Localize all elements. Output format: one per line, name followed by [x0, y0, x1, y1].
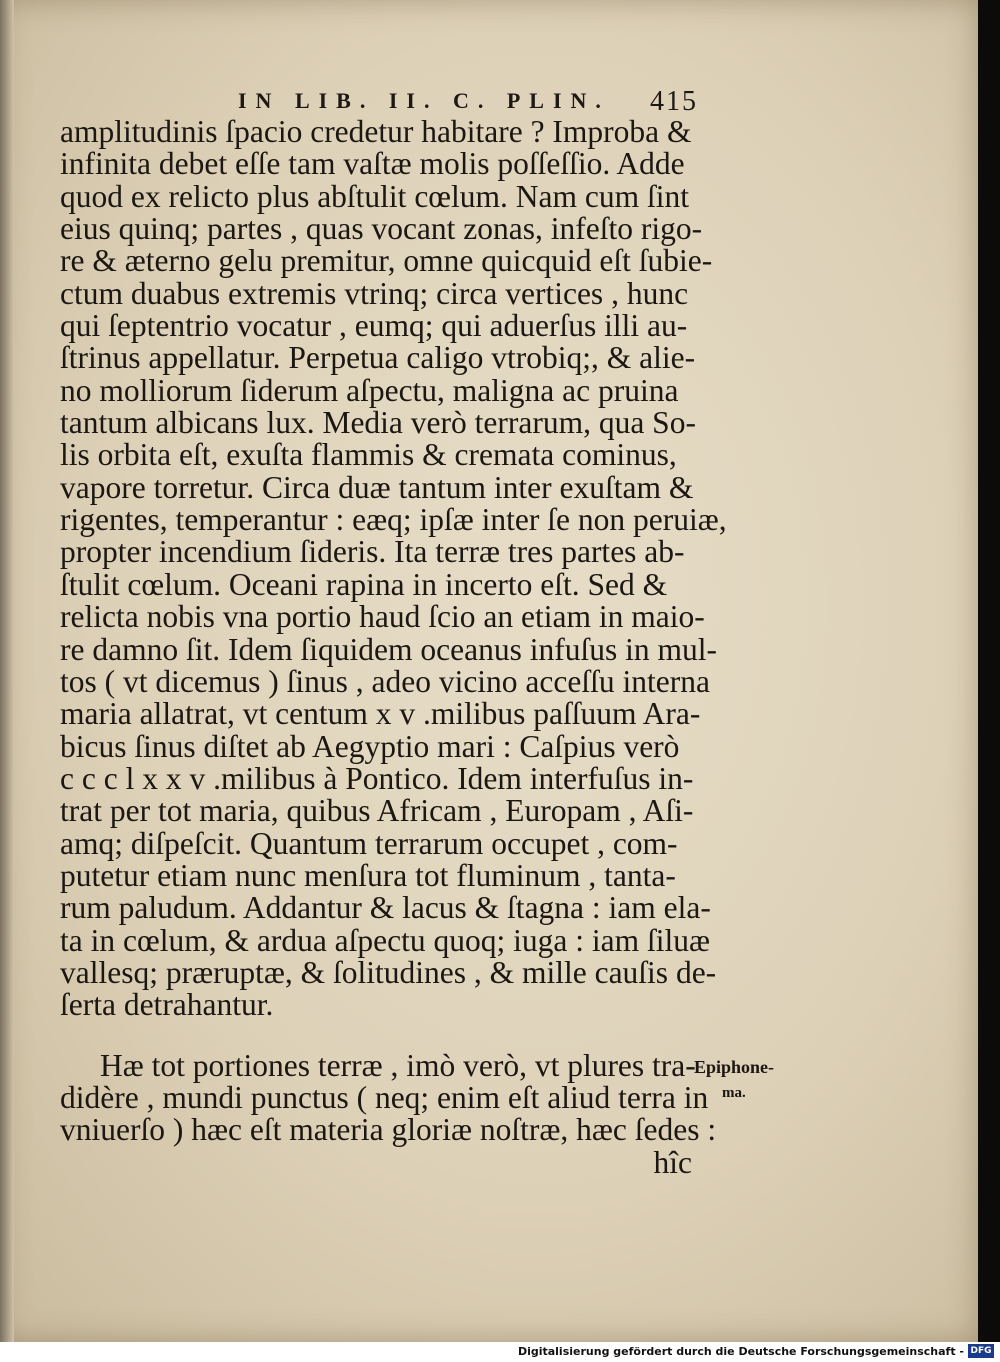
text-line: trat per tot maria, quibus Africam , Europam , Aſi-	[60, 793, 694, 829]
text-line: eius quinq; partes , quas vocant zonas, infeſto rigo-	[60, 211, 703, 247]
text-line: relicta nobis vna portio haud ſcio an etiam in maio-	[60, 599, 705, 635]
text-line: rigentes, temperantur : eæq; ipſæ inter ſe non peruiæ,	[60, 502, 727, 538]
text-line: amplitudinis ſpacio credetur habitare ? Improba &	[60, 114, 692, 149]
text-line: ſerta detrahantur.	[60, 987, 274, 1023]
page-number: 415	[650, 86, 698, 117]
text-line: ſtrinus appellatur. Perpetua caligo vtrobiq;, & alie-	[60, 340, 696, 376]
text-line: propter incendium ſideris. Ita terræ tres partes ab-	[60, 534, 685, 570]
page-gutter-edge	[0, 0, 14, 1342]
marginal-note	[694, 1054, 794, 1106]
text-line: tantum albicans lux. Media verò terrarum, qua So-	[60, 405, 696, 441]
text-line: re damno ſit. Idem ſiquidem oceanus infuſus in mul-	[60, 631, 717, 667]
text-line: vniuerſo ) hæc eſt materia gloriæ noſtræ, hæc ſedes :	[60, 1112, 717, 1148]
text-line: quod ex relicto plus abſtulit cœlum. Nam cum ſint	[60, 178, 690, 214]
text-line: maria allatrat, vt centum x v .milibus paſſuum Ara-	[60, 696, 701, 732]
text-line: rum paludum. Addantur & lacus & ſtagna : iam ela-	[60, 890, 711, 926]
text-line: re & æterno gelu premitur, omne quicquid eſt ſubie-	[60, 243, 713, 279]
text-line: no molliorum ſiderum aſpectu, maligna ac pruina	[60, 372, 679, 408]
text-line: qui ſeptentrio vocatur , eumq; qui aduerſus illi au-	[60, 308, 688, 344]
text-line: ctum duabus extremis vtrinq; circa vertices , hunc	[60, 275, 689, 311]
running-head-title: IN LIB. II. C. PLIN.	[238, 88, 610, 113]
text-line: vallesq; præruptæ, & ſolitudines , & mille cauſis de-	[60, 954, 717, 990]
main-text-block	[60, 114, 727, 1180]
marginal-note-line: Epiphone-	[694, 1057, 775, 1077]
dfg-logo-icon: DFG	[968, 1344, 994, 1358]
text-line: tos ( vt dicemus ) ſinus , adeo vicino acceſſu interna	[60, 663, 710, 699]
paragraph-gap	[60, 1022, 710, 1050]
text-line: putetur etiam nunc menſura tot fluminum , tanta-	[60, 857, 676, 893]
text-line: lis orbita eſt, exuſta flammis & cremata cominus,	[60, 437, 677, 473]
text-line: vapore torretur. Circa duæ tantum inter exuſtam &	[60, 469, 694, 505]
text-line: c c c l x x v .milibus à Pontico. Idem interfuſus in-	[60, 760, 694, 796]
funding-notice: Digitalisierung gefördert durch die Deutsche Forschungsgemeinschaft -	[517, 1345, 964, 1358]
catchword: hîc	[653, 1144, 692, 1180]
text-line: ſtulit cœlum. Oceani rapina in incerto eſt. Sed &	[60, 566, 668, 602]
text-line: Hæ tot portiones terræ , imò verò, vt plures tra-	[100, 1047, 696, 1083]
text-line: bicus ſinus diſtet ab Aegyptio mari : Caſpius verò	[60, 728, 680, 764]
text-line: ta in cœlum, & ardua aſpectu quoq; iuga : iam ſiluæ	[60, 922, 710, 958]
text-line: infinita debet eſſe tam vaſtæ molis poſſeſſio. Adde	[60, 146, 685, 182]
text-line: amq; diſpeſcit. Quantum terrarum occupet , com-	[60, 825, 678, 861]
marginal-note-line: ma.	[722, 1085, 746, 1101]
text-line: didère , mundi punctus ( neq; enim eſt aliud terra in	[60, 1079, 709, 1115]
